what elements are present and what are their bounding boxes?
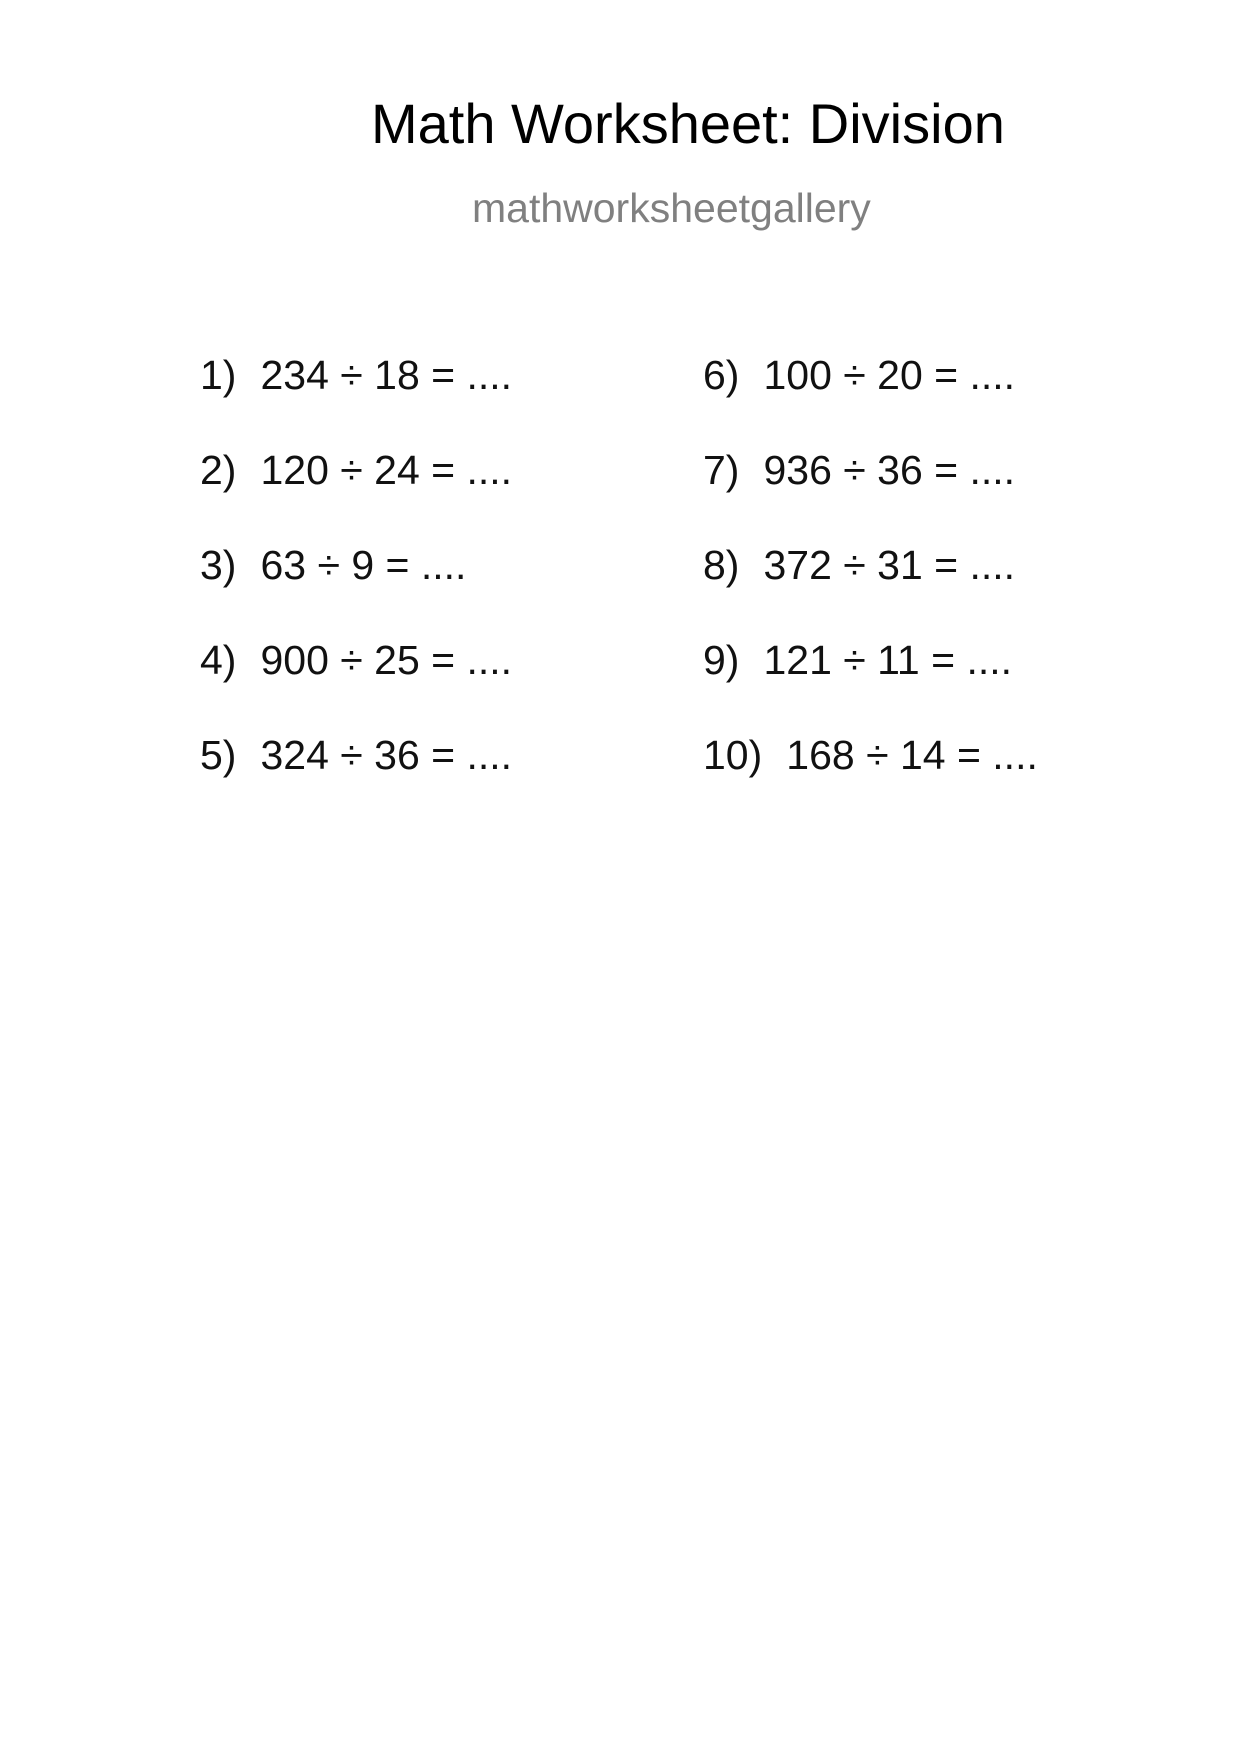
page-title: Math Worksheet: Division <box>371 92 1005 155</box>
problem-7 <box>703 448 1183 543</box>
problem-9 <box>703 638 1183 733</box>
problem-expression: 100 ÷ 20 = .... <box>763 352 1016 398</box>
problem-expression: 121 ÷ 11 = .... <box>763 637 1013 683</box>
problem-number: 6) <box>703 352 740 398</box>
problem-5 <box>200 733 680 828</box>
problem-expression: 234 ÷ 18 = .... <box>260 352 513 398</box>
problem-1 <box>200 353 680 448</box>
problem-expression: 120 ÷ 24 = .... <box>260 447 513 493</box>
problem-number: 8) <box>703 542 740 588</box>
problem-number: 5) <box>200 732 237 778</box>
problem-expression: 63 ÷ 9 = .... <box>260 542 467 588</box>
problem-6 <box>703 353 1183 448</box>
problem-expression: 372 ÷ 31 = .... <box>763 542 1016 588</box>
problem-expression: 324 ÷ 36 = .... <box>260 732 513 778</box>
problem-10 <box>703 733 1183 828</box>
problem-expression: 168 ÷ 14 = .... <box>786 732 1038 778</box>
problem-number: 9) <box>703 637 740 683</box>
problem-8 <box>703 543 1183 638</box>
problem-3 <box>200 543 680 638</box>
page-subtitle: mathworksheetgallery <box>472 185 871 231</box>
problems-column-right <box>703 353 1183 828</box>
problem-number: 4) <box>200 637 237 683</box>
problem-4 <box>200 638 680 733</box>
problem-expression: 900 ÷ 25 = .... <box>260 637 513 683</box>
problems-column-left <box>200 353 680 828</box>
problem-expression: 936 ÷ 36 = .... <box>763 447 1016 493</box>
problem-2 <box>200 448 680 543</box>
problem-number: 1) <box>200 352 237 398</box>
problem-number: 3) <box>200 542 237 588</box>
problem-number: 10) <box>703 732 763 778</box>
problem-number: 7) <box>703 447 740 493</box>
problem-number: 2) <box>200 447 237 493</box>
